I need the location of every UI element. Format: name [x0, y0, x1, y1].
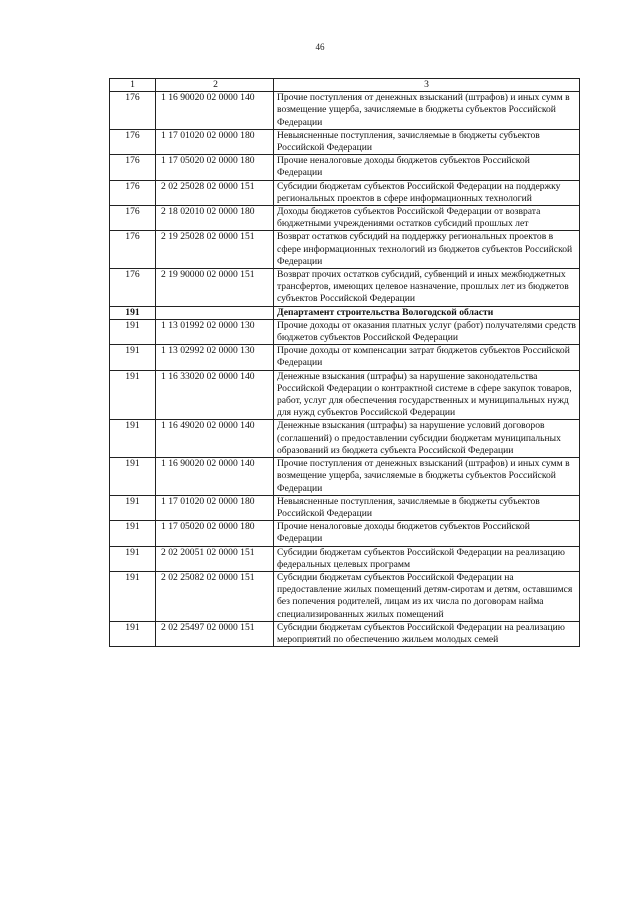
- table-row: [110, 231, 580, 269]
- cell-budget-code: 2 19 25028 02 0000 151: [156, 231, 274, 269]
- cell-revenue-name: Денежные взыскания (штрафы) за нарушение условий договоров (соглашений) о предоставлении субсидии бюджетам муниципальных образований из бюджета субъекта Российской Федерации: [274, 420, 580, 458]
- cell-admin-code: 191: [110, 319, 156, 344]
- table-row: [110, 571, 580, 621]
- cell-revenue-name: Невыясненные поступления, зачисляемые в бюджеты субъектов Российской Федерации: [274, 495, 580, 520]
- table-row: [110, 206, 580, 231]
- table-row: [110, 180, 580, 205]
- cell-budget-code: 1 16 90020 02 0000 140: [156, 92, 274, 130]
- cell-admin-code: 176: [110, 269, 156, 307]
- table-row: [110, 495, 580, 520]
- cell-admin-code: 191: [110, 571, 156, 621]
- cell-budget-code: 2 02 25028 02 0000 151: [156, 180, 274, 205]
- cell-revenue-name: Невыясненные поступления, зачисляемые в бюджеты субъектов Российской Федерации: [274, 129, 580, 154]
- cell-admin-code: 176: [110, 206, 156, 231]
- cell-budget-code: 1 13 01992 02 0000 130: [156, 319, 274, 344]
- cell-admin-code: 176: [110, 129, 156, 154]
- cell-revenue-name: Прочие доходы от компенсации затрат бюджетов субъектов Российской Федерации: [274, 345, 580, 370]
- cell-admin-code: 176: [110, 231, 156, 269]
- cell-revenue-name: Субсидии бюджетам субъектов Российской Федерации на предоставление жилых помещений детям-сиротам и детям, оставшимся без попечения родителей, лицам из их числа по договорам найма специализированных жилых помещений: [274, 571, 580, 621]
- cell-admin-code: 191: [110, 458, 156, 496]
- cell-admin-code: 191: [110, 345, 156, 370]
- cell-budget-code: [156, 306, 274, 319]
- table-row: [110, 370, 580, 420]
- section-row: [110, 306, 580, 319]
- cell-budget-code: 2 02 20051 02 0000 151: [156, 546, 274, 571]
- table-row: [110, 155, 580, 180]
- cell-revenue-name: Прочие неналоговые доходы бюджетов субъектов Российской Федерации: [274, 155, 580, 180]
- cell-budget-code: 1 17 05020 02 0000 180: [156, 155, 274, 180]
- cell-admin-code: 191: [110, 546, 156, 571]
- revenue-codes-table: [109, 78, 580, 647]
- cell-admin-code: 191: [110, 495, 156, 520]
- table-row: [110, 269, 580, 307]
- cell-budget-code: 1 13 02992 02 0000 130: [156, 345, 274, 370]
- cell-admin-code: 176: [110, 155, 156, 180]
- cell-admin-code: 176: [110, 180, 156, 205]
- cell-revenue-name: Прочие поступления от денежных взысканий (штрафов) и иных сумм в возмещение ущерба, зачисляемые в бюджеты субъектов Российской Федерации: [274, 92, 580, 130]
- cell-budget-code: 2 19 90000 02 0000 151: [156, 269, 274, 307]
- cell-admin-code: 191: [110, 420, 156, 458]
- cell-revenue-name: Субсидии бюджетам субъектов Российской Федерации на реализацию мероприятий по обеспечению жильем молодых семей: [274, 621, 580, 646]
- cell-admin-code: 191: [110, 521, 156, 546]
- cell-revenue-name: Субсидии бюджетам субъектов Российской Федерации на поддержку региональных проектов в сфере информационных технологий: [274, 180, 580, 205]
- column-header-2: 2: [156, 79, 274, 92]
- cell-revenue-name: Доходы бюджетов субъектов Российской Федерации от возврата бюджетными учреждениями остатков субсидий прошлых лет: [274, 206, 580, 231]
- cell-budget-code: 2 02 25082 02 0000 151: [156, 571, 274, 621]
- cell-revenue-name: Департамент строительства Вологодской области: [274, 306, 580, 319]
- cell-revenue-name: Возврат прочих остатков субсидий, субвенций и иных межбюджетных трансфертов, имеющих целевое назначение, прошлых лет из бюджетов субъектов Российской Федерации: [274, 269, 580, 307]
- cell-admin-code: 191: [110, 306, 156, 319]
- table-row: [110, 420, 580, 458]
- cell-budget-code: 1 16 33020 02 0000 140: [156, 370, 274, 420]
- cell-budget-code: 1 17 05020 02 0000 180: [156, 521, 274, 546]
- cell-budget-code: 2 18 02010 02 0000 180: [156, 206, 274, 231]
- cell-budget-code: 1 17 01020 02 0000 180: [156, 495, 274, 520]
- cell-budget-code: 1 17 01020 02 0000 180: [156, 129, 274, 154]
- cell-budget-code: 1 16 90020 02 0000 140: [156, 458, 274, 496]
- table-row: [110, 458, 580, 496]
- table-row: [110, 345, 580, 370]
- table-row: [110, 92, 580, 130]
- table-row: [110, 319, 580, 344]
- cell-revenue-name: Прочие доходы от оказания платных услуг (работ) получателями средств бюджетов субъектов Российской Федерации: [274, 319, 580, 344]
- cell-admin-code: 191: [110, 621, 156, 646]
- column-header-1: 1: [110, 79, 156, 92]
- cell-admin-code: 176: [110, 92, 156, 130]
- cell-budget-code: 2 02 25497 02 0000 151: [156, 621, 274, 646]
- cell-admin-code: 191: [110, 370, 156, 420]
- cell-revenue-name: Субсидии бюджетам субъектов Российской Федерации на реализацию федеральных целевых программ: [274, 546, 580, 571]
- cell-budget-code: 1 16 49020 02 0000 140: [156, 420, 274, 458]
- cell-revenue-name: Возврат остатков субсидий на поддержку региональных проектов в сфере информационных технологий из бюджетов субъектов Российской Федерации: [274, 231, 580, 269]
- cell-revenue-name: Денежные взыскания (штрафы) за нарушение законодательства Российской Федерации о контрактной системе в сфере закупок товаров, работ, услуг для обеспечения государственных и муниципальных нужд для нужд субъектов Российской Федерации: [274, 370, 580, 420]
- cell-revenue-name: Прочие поступления от денежных взысканий (штрафов) и иных сумм в возмещение ущерба, зачисляемые в бюджеты субъектов Российской Федерации: [274, 458, 580, 496]
- table-row: [110, 546, 580, 571]
- table-row: [110, 621, 580, 646]
- column-header-3: 3: [274, 79, 580, 92]
- table-header-row: [110, 79, 580, 92]
- table-row: [110, 129, 580, 154]
- page-number: 46: [315, 42, 325, 52]
- cell-revenue-name: Прочие неналоговые доходы бюджетов субъектов Российской Федерации: [274, 521, 580, 546]
- table-row: [110, 521, 580, 546]
